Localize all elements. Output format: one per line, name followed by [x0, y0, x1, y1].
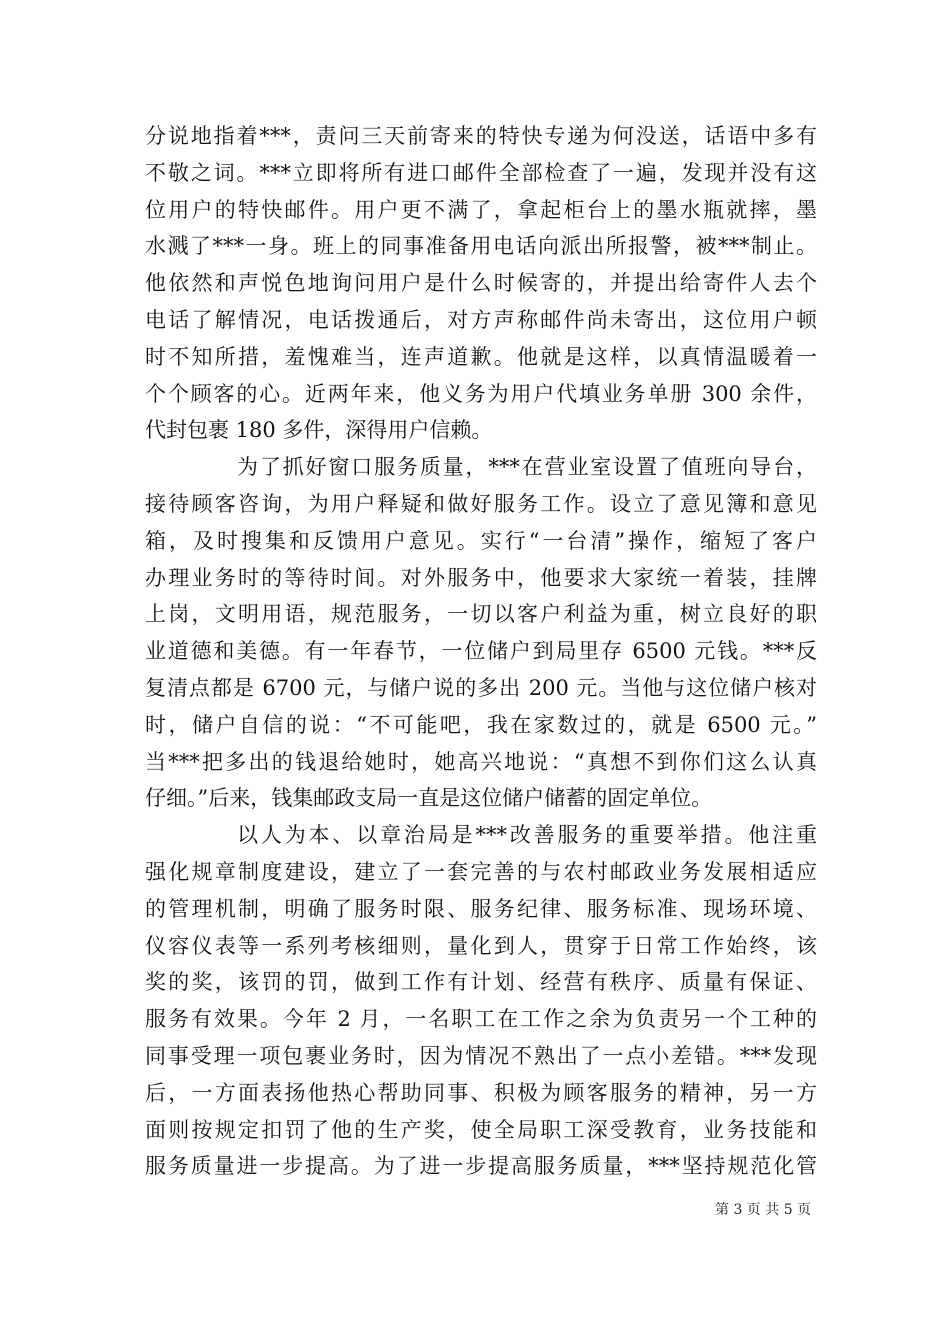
text-line: 后，一方面表扬他热心帮助同事、积极为顾客服务的精神，另一方 — [145, 1080, 817, 1105]
text-line: 位用户的特快邮件。用户更不满了，拿起柜台上的墨水瓶就摔，墨 — [145, 197, 817, 222]
text-line: 奖的奖，该罚的罚，做到工作有计划、经营有秩序、质量有保证、 — [145, 970, 817, 995]
text-line: 仔细。”后来，钱集邮政支局一直是这位储户储蓄的固定单位。 — [145, 786, 713, 811]
text-line: 他依然和声悦色地询问用户是什么时候寄的，并提出给寄件人去个 — [145, 271, 817, 296]
text-line: 上岗，文明用语，规范服务，一切以客户利益为重，树立良好的职 — [145, 602, 817, 627]
text-line: 电话了解情况，电话拨通后，对方声称邮件尚未寄出，这位用户顿 — [145, 307, 817, 332]
text-line: 的管理机制，明确了服务时限、服务纪律、服务标准、现场环境、 — [145, 896, 817, 921]
text-line: 办理业务时的等待时间。对外服务中，他要求大家统一着装，挂牌 — [145, 565, 817, 590]
page-number-footer: 第 3 页 共 5 页 — [715, 1202, 812, 1218]
text-line: 同事受理一项包裹业务时，因为情况不熟出了一点小差错。***发现 — [145, 1043, 817, 1068]
text-line: 代封包裹 180 多件，深得用户信赖。 — [145, 418, 493, 443]
text-line: 时，储户自信的说：“不可能吧，我在家数过的，就是 6500 元。” — [145, 712, 817, 737]
document-body — [145, 118, 817, 1185]
text-line: 水溅了***一身。班上的同事准备用电话向派出所报警，被***制止。 — [145, 234, 817, 259]
text-line: 时不知所措，羞愧难当，连声道歉。他就是这样，以真情温暖着一 — [145, 344, 817, 369]
paragraph-3 — [145, 817, 817, 1185]
text-line: 当***把多出的钱退给她时，她高兴地说：“真想不到你们这么认真 — [145, 749, 817, 774]
text-line: 分说地指着***，责问三天前寄来的特快专递为何没送，话语中多有 — [145, 124, 817, 148]
text-line: 接待顾客咨询，为用户释疑和做好服务工作。设立了意见簿和意见 — [145, 491, 817, 516]
text-line: 服务质量进一步提高。为了进一步提高服务质量，***坚持规范化管 — [145, 1154, 817, 1179]
text-line: 强化规章制度建设，建立了一套完善的与农村邮政业务发展相适应 — [145, 859, 817, 884]
text-line: 个个顾客的心。近两年来，他义务为用户代填业务单册 300 余件， — [145, 381, 817, 406]
text-line: 以人为本、以章治局是***改善服务的重要举措。他注重 — [237, 823, 817, 848]
text-line: 服务有效果。今年 2 月，一名职工在工作之余为负责另一个工种的 — [145, 1007, 817, 1032]
text-line: 仪容仪表等一系列考核细则，量化到人，贯穿于日常工作始终，该 — [145, 933, 817, 958]
text-line: 复清点都是 6700 元，与储户说的多出 200 元。当他与这位储户核对 — [145, 675, 817, 700]
text-line: 面则按规定扣罚了他的生产奖，使全局职工深受教育，业务技能和 — [145, 1117, 817, 1142]
text-line: 箱，及时搜集和反馈用户意见。实行“一台清”操作，缩短了客户 — [145, 528, 817, 553]
paragraph-2 — [145, 449, 817, 817]
text-line: 不敬之词。***立即将所有进口邮件全部检查了一遍，发现并没有这 — [145, 160, 817, 185]
text-line: 为了抓好窗口服务质量，***在营业室设置了值班向导台， — [237, 455, 817, 480]
paragraph-1 — [145, 118, 817, 449]
text-line: 业道德和美德。有一年春节，一位储户到局里存 6500 元钱。***反 — [145, 639, 817, 664]
